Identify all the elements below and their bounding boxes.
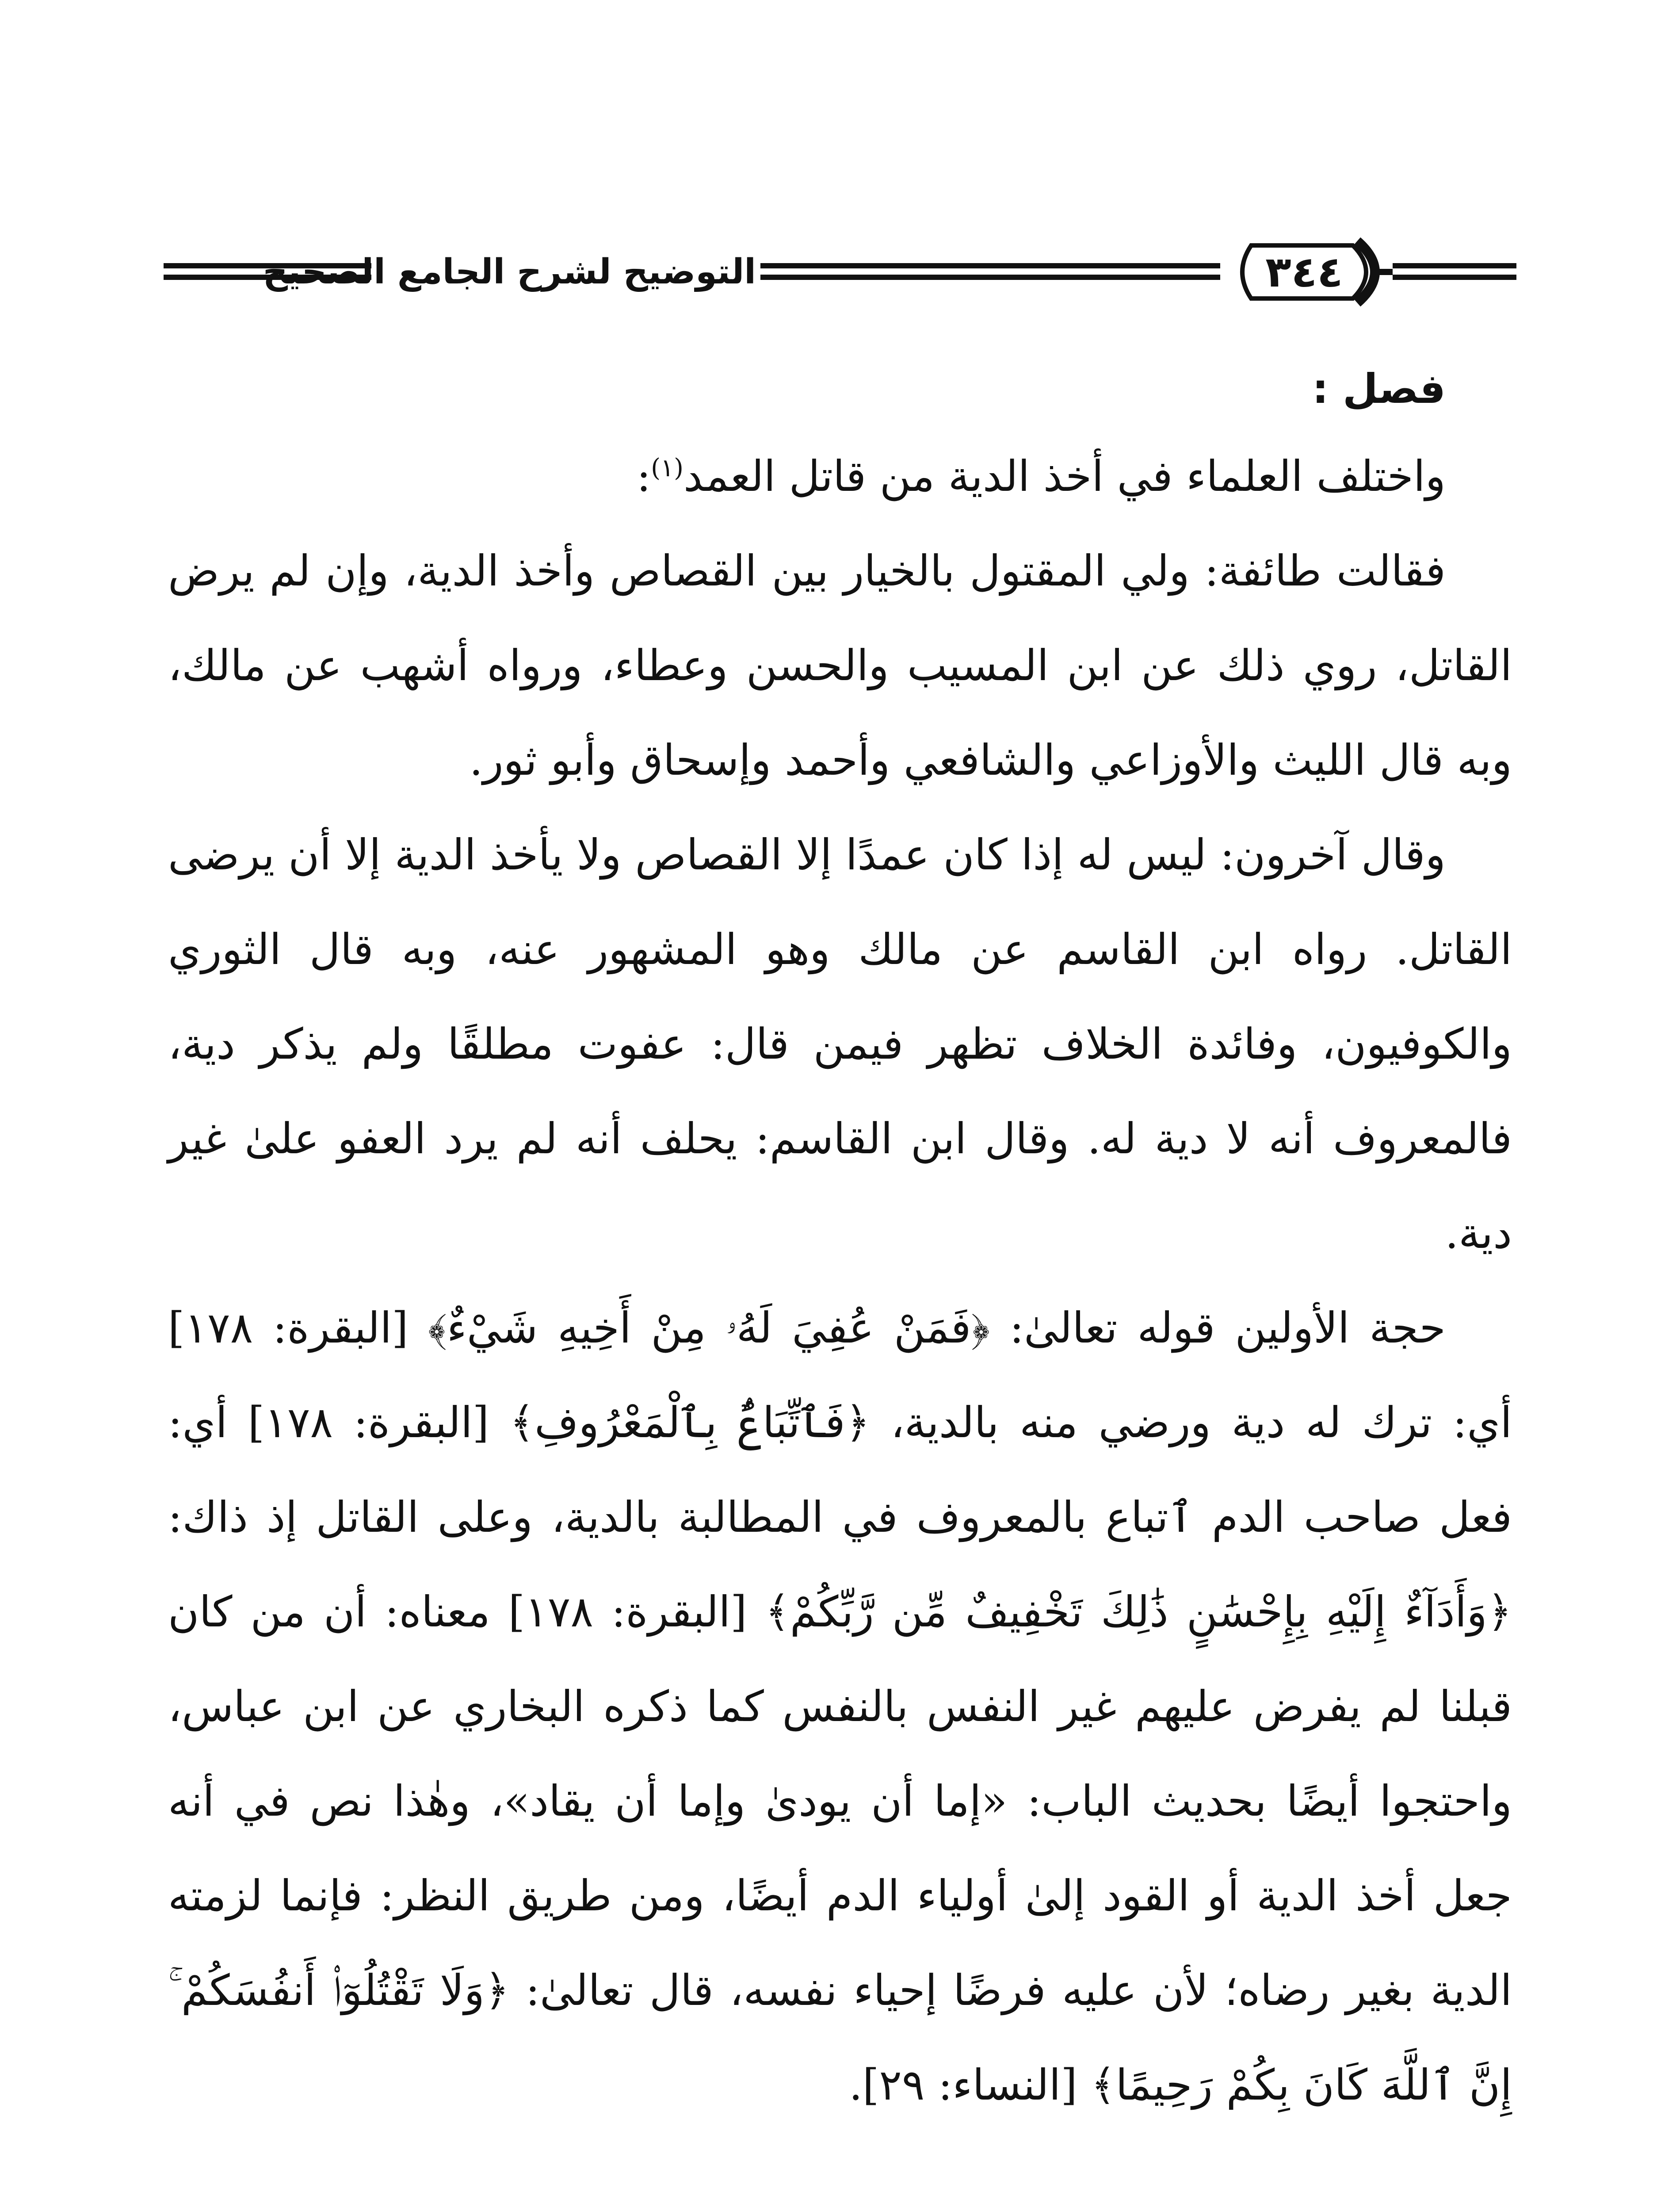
running-title: التوضيح لشرح الجامع الصحيح xyxy=(263,252,756,292)
paragraph-1-text: واختلف العلماء في أخذ الدية من قاتل العمد xyxy=(683,451,1446,501)
paragraph-3: وقال آخرون: ليس له إذا كان عمدًا إلا القصاص ولا يأخذ الدية إلا أن يرضى القاتل. رواه ابن القاسم عن مالك وهو المشهور عنه، وبه قال الثوري والكوفيون، وفائدة الخلاف تظهر فيمن قال: عفوت مطلقًا ولم يذكر دية، فالمعروف أنه لا دية له. وقال ابن القاسم: يحلف أنه لم يرد العفو علىٰ غير دية. xyxy=(168,830,1512,1258)
page-body xyxy=(168,349,1512,2132)
page-number-badge xyxy=(1225,228,1393,316)
paragraph-1 xyxy=(168,429,1512,524)
section-heading: فصل : xyxy=(1312,365,1446,413)
header-rule-right xyxy=(1393,263,1516,280)
paragraph-4: حجة الأولين قوله تعالىٰ: ﴿فَمَنْ عُفِيَ لَهُۥ مِنْ أَخِيهِ شَيْءٌ﴾ [البقرة: ١٧٨] أي: ترك له دية ورضي منه بالدية، ﴿فَٱتِّبَاعٌۢ بِٱلْمَعْرُوفِ﴾ [البقرة: ١٧٨] أي: فعل صاحب الدم ٱتباع بالمعروف في المطالبة بالدية، وعلى القاتل إذ ذاك: ﴿وَأَدَآءٌ إِلَيْهِ بِإِحْسَٰنٍ ذَٰلِكَ تَخْفِيفٌ مِّن رَّبِّكُمْ﴾ [البقرة: ١٧٨] معناه: أن من كان قبلنا لم يفرض عليهم غير النفس بالنفس كما ذكره البخاري عن ابن عباس، واحتجوا أيضًا بحديث الباب: «إما أن يودىٰ وإما أن يقاد»، وهٰذا نص في أنه جعل أخذ الدية أو القود إلىٰ أولياء الدم أيضًا، ومن طريق النظر: فإنما لزمته الدية بغير رضاه؛ لأن عليه فرضًا إحياء نفسه، قال تعالىٰ: ﴿وَلَا تَقْتُلُوٓا۟ أَنفُسَكُمْ ۚ إِنَّ ٱللَّهَ كَانَ بِكُمْ رَحِيمًا﴾ [النساء: ٢٩]. xyxy=(168,1303,1512,2110)
page-header xyxy=(164,228,1516,316)
header-rule-middle xyxy=(760,263,1220,280)
footnote-reference[interactable]: (١) xyxy=(651,454,683,482)
paragraph-2: فقالت طائفة: ولي المقتول بالخيار بين القصاص وأخذ الدية، وإن لم يرض القاتل، روي ذلك عن ابن المسيب والحسن وعطاء، ورواه أشهب عن مالك، وبه قال الليث والأوزاعي والشافعي وأحمد وإسحاق وأبو ثور. xyxy=(168,546,1512,785)
paragraph-1-tail: : xyxy=(636,451,651,501)
page-number: ٣٤٤ xyxy=(1265,247,1343,297)
